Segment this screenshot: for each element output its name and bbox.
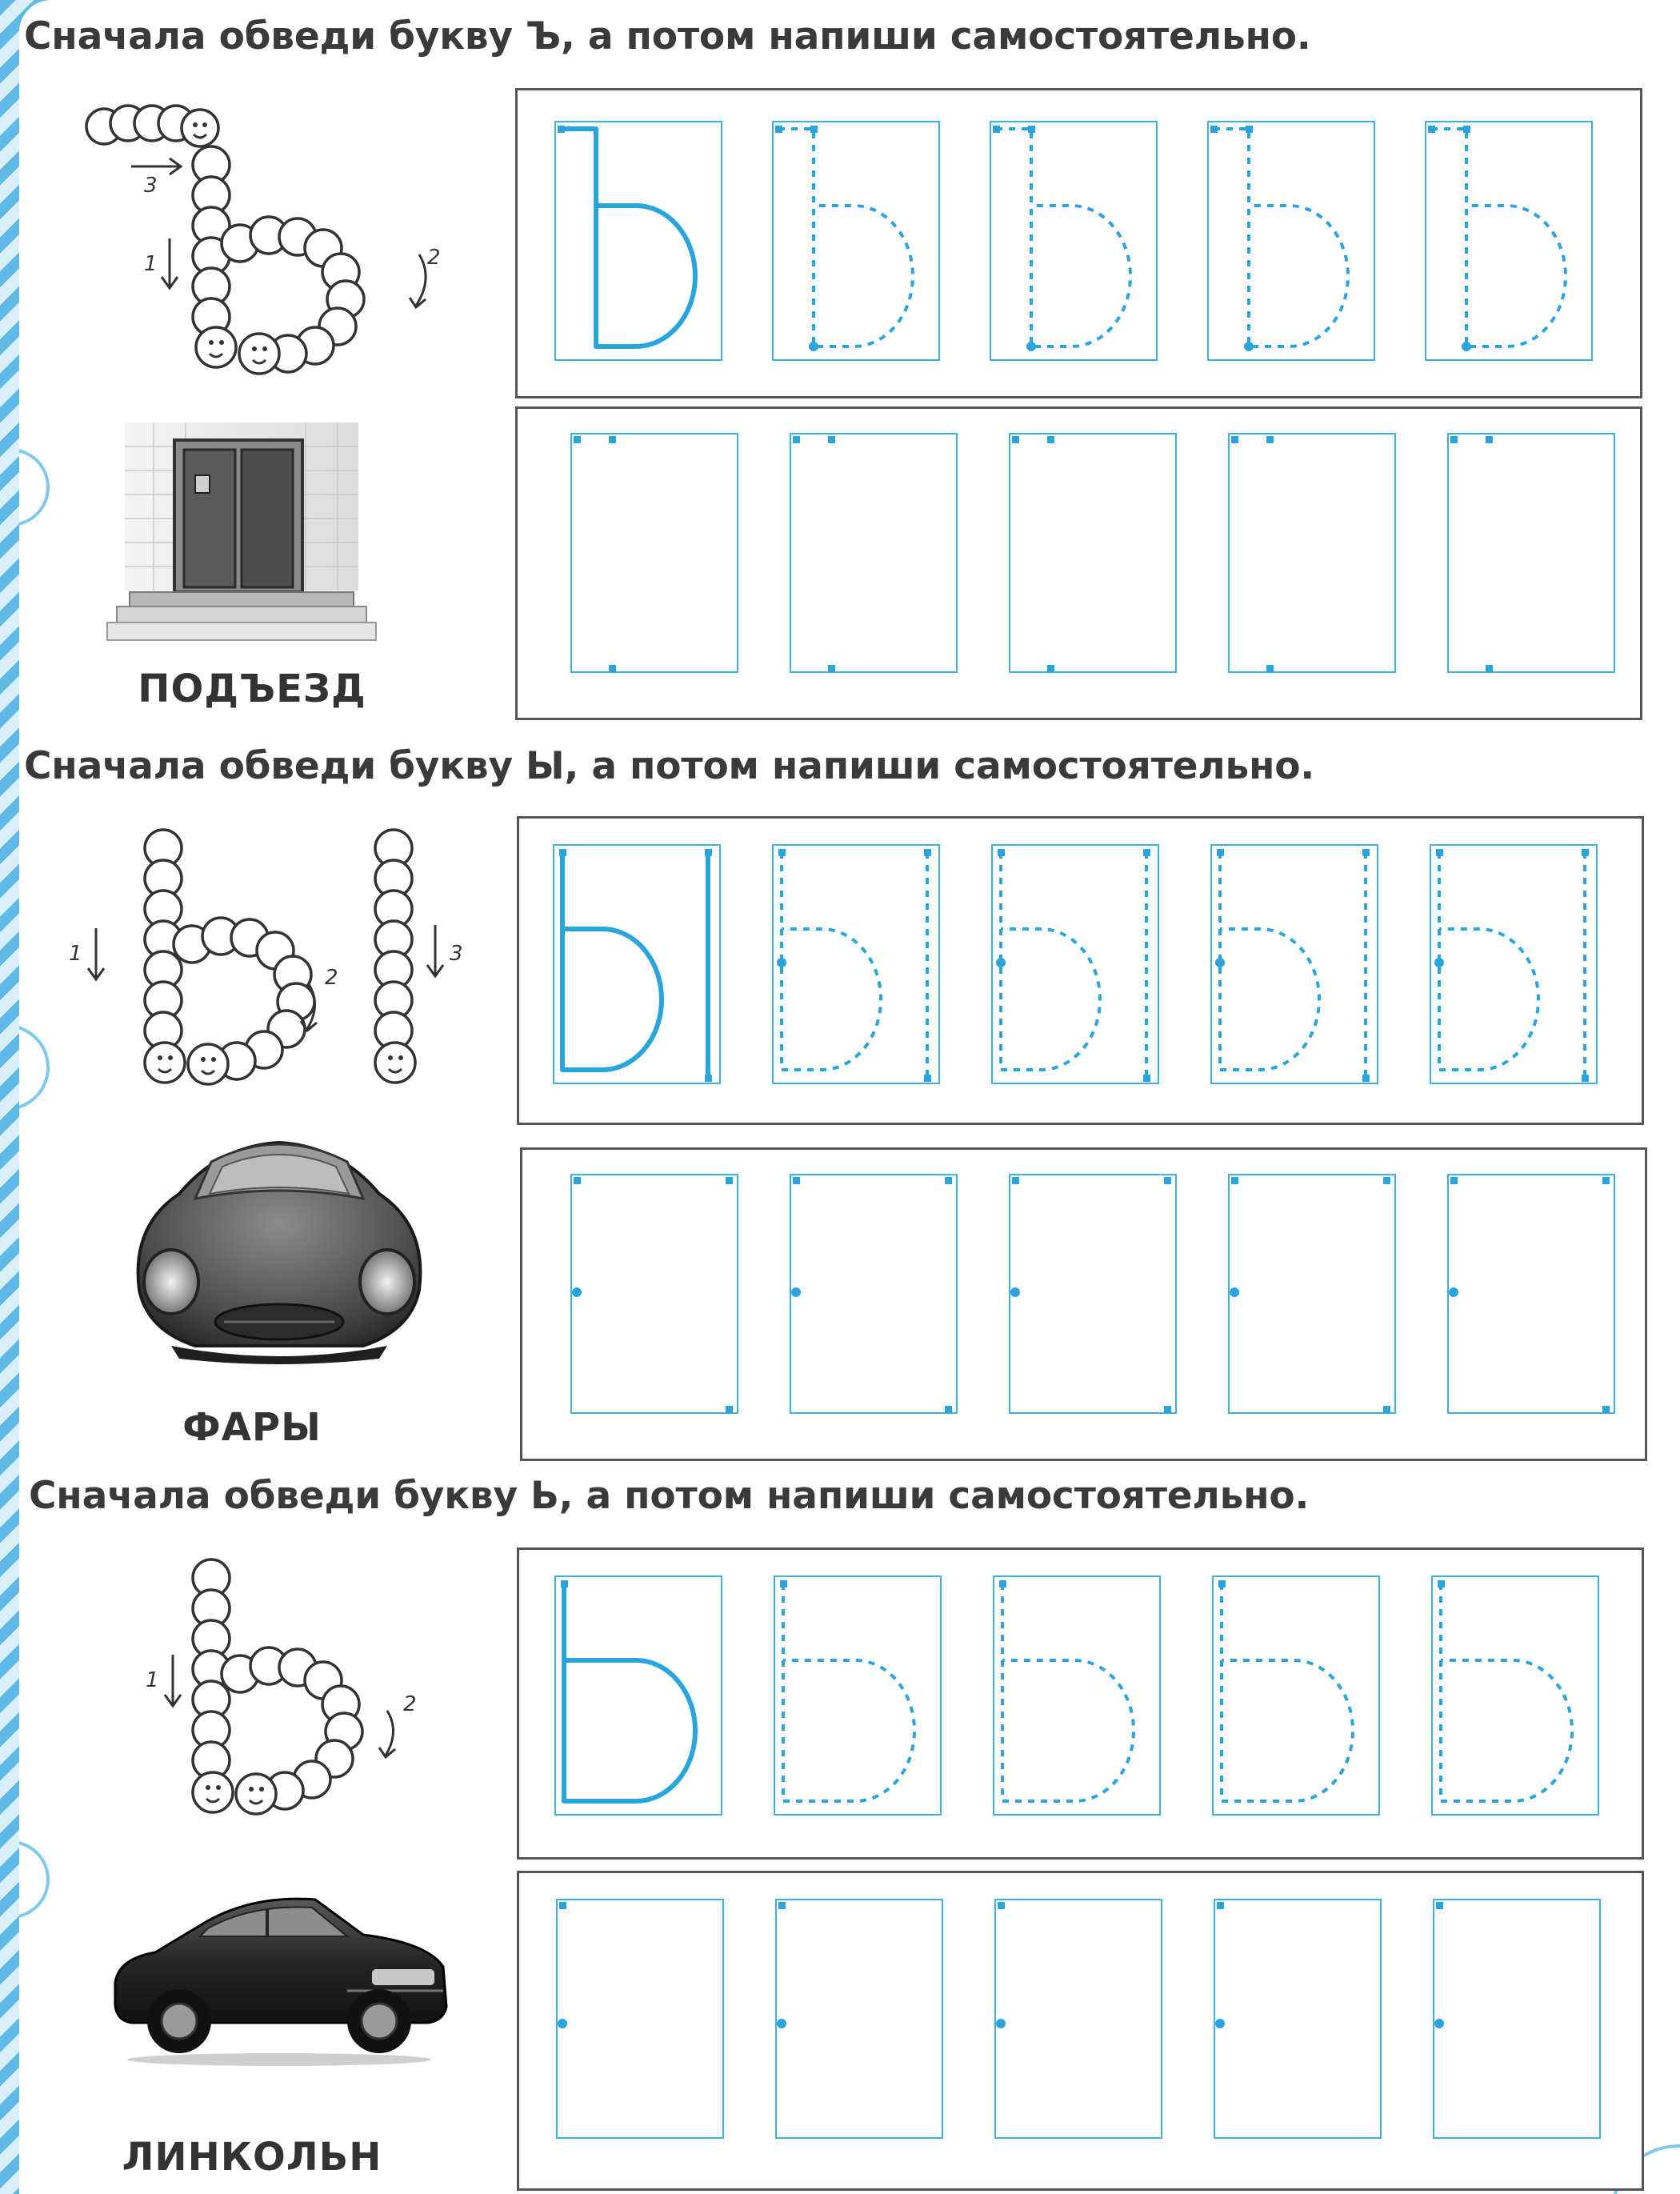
stroke-number-2: 2 xyxy=(403,1692,417,1716)
trace-cell-dotted[interactable] xyxy=(991,844,1159,1084)
trace-row xyxy=(517,816,1644,1125)
section-yery xyxy=(19,744,1680,1464)
trace-cell-dotted[interactable] xyxy=(1207,121,1375,361)
practice-cell[interactable] xyxy=(1433,1899,1601,2139)
practice-cell[interactable] xyxy=(1009,433,1177,673)
picture-caption: ФАРЫ xyxy=(182,1405,322,1450)
trace-cell-dotted[interactable] xyxy=(993,1575,1161,1816)
caterpillar-letter-hard-sign xyxy=(67,86,483,406)
practice-cell[interactable] xyxy=(790,1174,958,1414)
practice-cell[interactable] xyxy=(1009,1174,1177,1414)
sedan-picture xyxy=(107,1879,451,2071)
practice-cell[interactable] xyxy=(570,1174,738,1414)
instruction-text: Сначала обведи букву Ь, а потом напиши самостоятельно. xyxy=(29,1474,1310,1518)
picture-caption: ЛИНКОЛЬН xyxy=(122,2135,382,2180)
practice-row xyxy=(520,1147,1647,1461)
stroke-number-2: 2 xyxy=(427,246,441,270)
practice-cell[interactable] xyxy=(1228,1174,1396,1414)
practice-cell[interactable] xyxy=(570,433,738,673)
stroke-number-1: 1 xyxy=(146,1668,159,1692)
stroke-number-1: 1 xyxy=(144,252,158,276)
trace-row xyxy=(517,1547,1644,1860)
door-picture xyxy=(106,414,378,647)
practice-cell[interactable] xyxy=(1214,1899,1382,2139)
trace-cell-dotted[interactable] xyxy=(1210,844,1378,1084)
sports-car-picture xyxy=(123,1130,435,1370)
practice-cell[interactable] xyxy=(994,1899,1162,2139)
practice-cell[interactable] xyxy=(556,1899,724,2139)
practice-row xyxy=(517,1871,1644,2191)
practice-cell[interactable] xyxy=(775,1899,943,2139)
trace-cell-dotted[interactable] xyxy=(774,1575,942,1816)
trace-cell-dotted[interactable] xyxy=(1425,121,1593,361)
practice-cell[interactable] xyxy=(790,433,958,673)
trace-row xyxy=(515,88,1642,398)
practice-cell[interactable] xyxy=(1447,1174,1615,1414)
worksheet xyxy=(19,0,1680,2194)
stroke-number-3: 3 xyxy=(144,174,158,198)
trace-cell-dotted[interactable] xyxy=(772,844,940,1084)
instruction-text: Сначала обведи букву Ъ, а потом напиши самостоятельно. xyxy=(24,14,1311,58)
trace-cell-solid[interactable] xyxy=(553,844,721,1084)
caterpillar-letter-soft-sign xyxy=(123,1554,459,1858)
trace-cell-solid[interactable] xyxy=(554,1575,722,1816)
stroke-number-2: 2 xyxy=(325,966,338,990)
trace-cell-dotted[interactable] xyxy=(1212,1575,1380,1816)
caterpillar-letter-yery xyxy=(59,824,491,1128)
trace-cell-dotted[interactable] xyxy=(1430,844,1598,1084)
practice-cell[interactable] xyxy=(1228,433,1396,673)
stroke-number-1: 1 xyxy=(69,942,82,966)
practice-row xyxy=(515,406,1642,720)
trace-cell-dotted[interactable] xyxy=(772,121,940,361)
section-soft-sign xyxy=(19,1474,1680,2194)
stroke-number-3: 3 xyxy=(450,942,463,966)
trace-cell-dotted[interactable] xyxy=(990,121,1158,361)
trace-cell-dotted[interactable] xyxy=(1431,1575,1599,1816)
instruction-text: Сначала обведи букву Ы, а потом напиши самостоятельно. xyxy=(24,744,1315,788)
section-hard-sign xyxy=(19,14,1680,735)
practice-cell[interactable] xyxy=(1447,433,1615,673)
trace-cell-solid[interactable] xyxy=(554,121,722,361)
picture-caption: ПОДЪЕЗД xyxy=(138,667,366,711)
